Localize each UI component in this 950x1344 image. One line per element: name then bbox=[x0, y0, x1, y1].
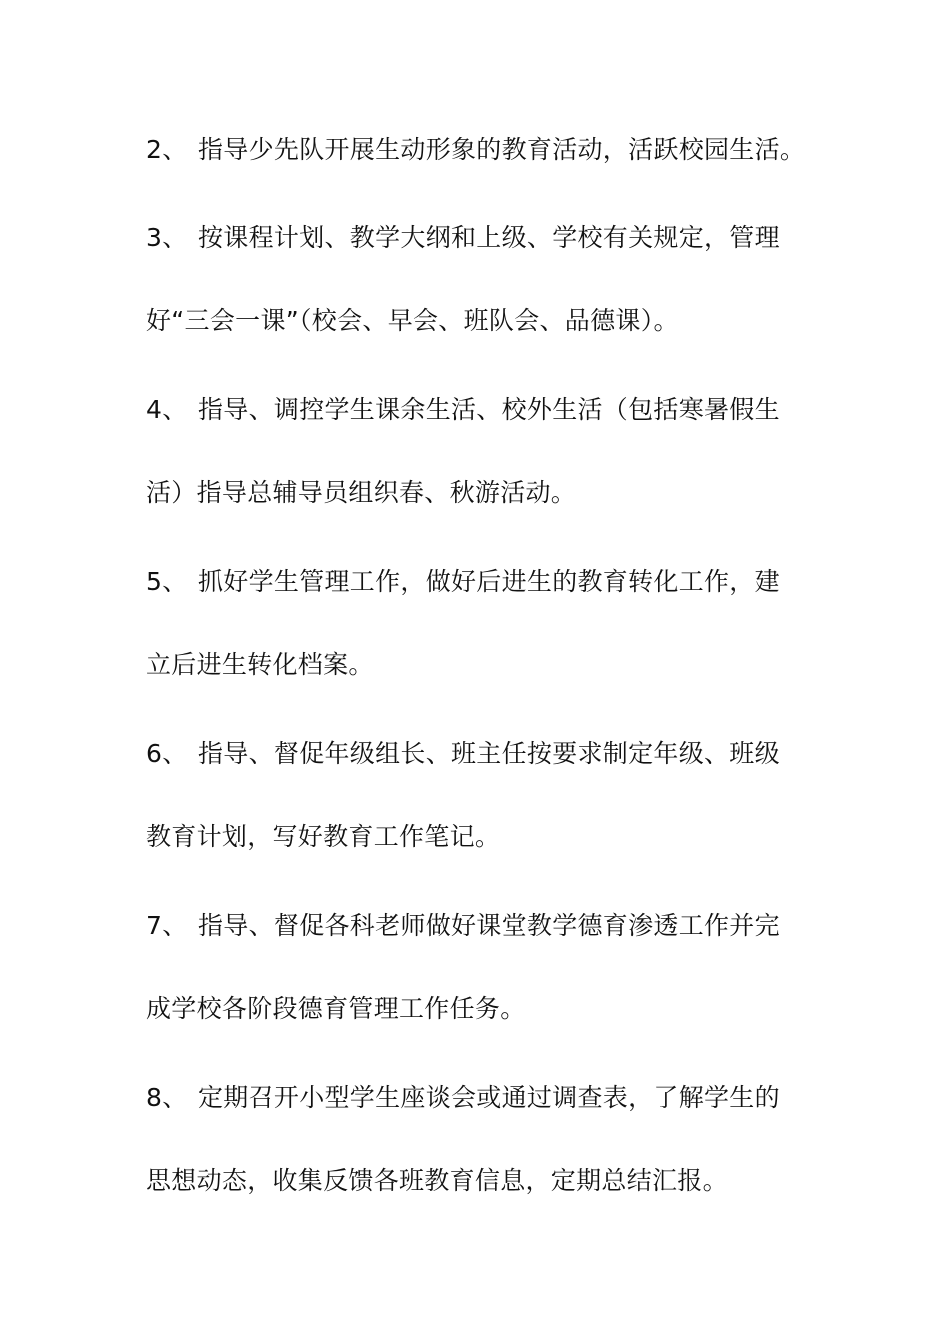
item-4-line-2 bbox=[146, 473, 846, 513]
item-2-number: 2、 bbox=[146, 135, 188, 164]
item-3-line-2 bbox=[146, 301, 846, 341]
item-2-line-1 bbox=[146, 130, 846, 170]
item-3-number: 3、 bbox=[146, 223, 188, 252]
item-5-text: 抓好学生管理工作，做好后进生的教育转化工作，建 bbox=[198, 567, 780, 596]
item-4-text-continued: 活）指导总辅导员组织春、秋游活动。 bbox=[146, 478, 577, 507]
item-6-text-continued: 教育计划，写好教育工作笔记。 bbox=[146, 822, 501, 851]
item-5-line-1 bbox=[146, 562, 846, 602]
item-7-line-1 bbox=[146, 906, 846, 946]
item-7-text: 指导、督促各科老师做好课堂教学德育渗透工作并完 bbox=[198, 911, 780, 940]
item-3-line-1 bbox=[146, 218, 846, 258]
item-3-text: 按课程计划、教学大纲和上级、学校有关规定，管理 bbox=[198, 223, 780, 252]
item-7-text-continued: 成学校各阶段德育管理工作任务。 bbox=[146, 994, 526, 1023]
item-4-line-1 bbox=[146, 390, 846, 430]
item-8-text: 定期召开小型学生座谈会或通过调查表，了解学生的 bbox=[198, 1083, 780, 1112]
item-2-text: 指导少先队开展生动形象的教育活动，活跃校园生活。 bbox=[198, 135, 806, 164]
item-8-line-1 bbox=[146, 1078, 846, 1118]
item-7-line-2 bbox=[146, 989, 846, 1029]
item-5-line-2 bbox=[146, 645, 846, 685]
item-8-text-continued: 思想动态，收集反馈各班教育信息，定期总结汇报。 bbox=[146, 1166, 728, 1195]
item-3-text-continued: 好“三会一课”（校会、早会、班队会、品德课）。 bbox=[146, 306, 679, 335]
item-6-number: 6、 bbox=[146, 739, 188, 768]
item-8-line-2 bbox=[146, 1161, 846, 1201]
item-6-line-1 bbox=[146, 734, 846, 774]
item-6-text: 指导、督促年级组长、班主任按要求制定年级、班级 bbox=[198, 739, 780, 768]
item-8-number: 8、 bbox=[146, 1083, 188, 1112]
item-7-number: 7、 bbox=[146, 911, 188, 940]
item-4-text: 指导、调控学生课余生活、校外生活（包括寒暑假生 bbox=[198, 395, 780, 424]
item-5-number: 5、 bbox=[146, 567, 188, 596]
item-4-number: 4、 bbox=[146, 395, 188, 424]
item-6-line-2 bbox=[146, 817, 846, 857]
item-5-text-continued: 立后进生转化档案。 bbox=[146, 650, 374, 679]
